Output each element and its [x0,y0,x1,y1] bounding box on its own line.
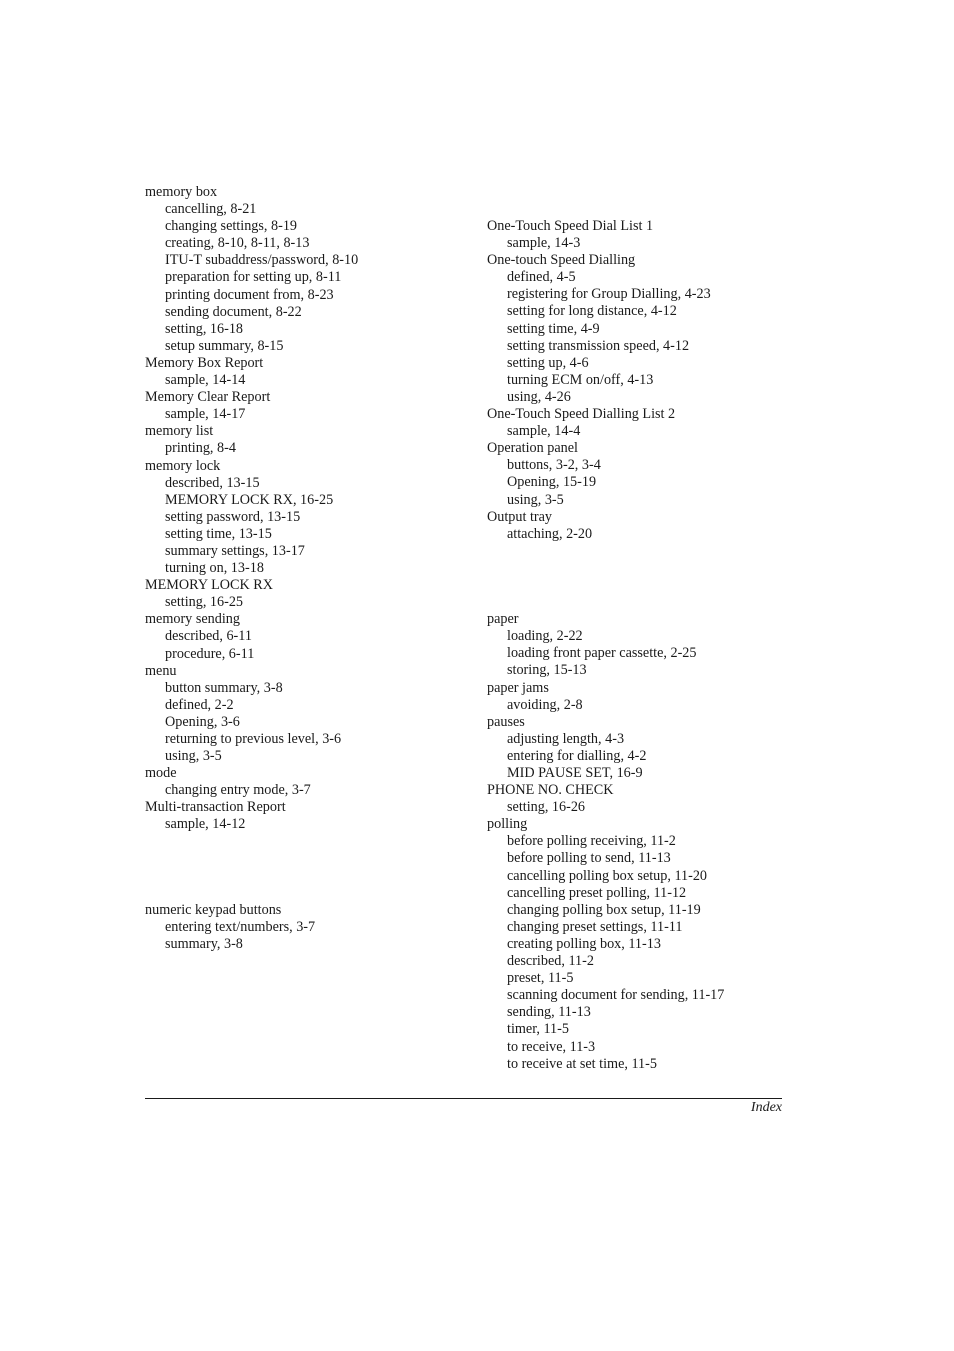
index-subentry: setting, 16-26 [507,799,586,816]
index-subentry: printing document from, 8-23 [165,286,334,303]
index-entry: MEMORY LOCK RX [145,577,273,594]
index-entry: paper jams [487,679,549,696]
index-subentry: before polling to send, 11-13 [507,850,671,867]
index-entry: pauses [487,713,525,730]
index-entry: menu [145,662,177,679]
index-subentry: before polling receiving, 11-2 [507,833,676,850]
index-entry: memory list [145,423,214,440]
index-subentry: described, 6-11 [165,628,252,645]
index-spacer [145,834,465,851]
index-entry: Memory Box Report [145,354,264,371]
index-subentry: sample, 14-3 [507,235,581,252]
index-subentry: loading front paper cassette, 2-25 [507,645,697,662]
index-subentry: attaching, 2-20 [507,525,593,542]
index-subentry: using, 3-5 [507,491,564,508]
index-subentry: sample, 14-14 [165,372,246,389]
index-subentry: avoiding, 2-8 [507,696,583,713]
index-subentry: sample, 14-12 [165,816,246,833]
index-subentry: sending document, 8-22 [165,303,302,320]
index-subentry: creating polling box, 11-13 [507,935,661,952]
index-subentry: setting password, 13-15 [165,508,301,525]
index-entry: One-Touch Speed Dial List 1 [487,218,654,234]
index-subentry: procedure, 6-11 [165,645,255,662]
index-subentry: using, 4-26 [507,388,571,405]
index-spacer [145,885,465,902]
index-entry: One-Touch Speed Dialling List 2 [487,406,676,423]
footer-section-label: Index [750,1100,782,1115]
index-spacer [487,560,807,577]
index-subentry: defined, 2-2 [165,696,234,713]
index-subentry: described, 13-15 [165,474,260,491]
index-entry: One-touch Speed Dialling [487,252,636,269]
index-entry: Operation panel [487,440,578,457]
index-entry: numeric keypad buttons [145,901,282,918]
index-entry: paper [487,611,519,628]
index-spacer [487,594,807,611]
index-subentry: button summary, 3-8 [165,679,283,696]
index-entry: memory lock [145,457,221,474]
index-entry: PHONE NO. CHECK [487,782,614,799]
index-subentry: described, 11-2 [507,953,594,970]
index-subentry: summary settings, 13-17 [165,542,305,559]
index-subentry: loading, 2-22 [507,628,583,645]
index-subentry: changing polling box setup, 11-19 [507,901,701,918]
index-subentry: timer, 11-5 [507,1021,569,1038]
index-subentry: returning to previous level, 3-6 [165,731,342,747]
index-subentry: cancelling polling box setup, 11-20 [507,867,708,884]
index-subentry: defined, 4-5 [507,269,576,286]
index-column-left [145,184,465,953]
index-subentry: setup summary, 8-15 [165,337,284,354]
index-subentry: setting, 16-25 [165,594,244,611]
index-spacer [487,577,807,594]
index-entry: memory box [145,184,218,200]
index-entry: polling [487,816,528,833]
index-subentry: to receive at set time, 11-5 [507,1055,657,1072]
index-entry: memory sending [145,611,240,628]
index-subentry: to receive, 11-3 [507,1038,596,1055]
index-subentry: MEMORY LOCK RX, 16-25 [165,491,334,508]
index-subentry: Opening, 3-6 [165,713,240,730]
index-subentry: sample, 14-4 [507,423,581,440]
index-subentry: setting for long distance, 4-12 [507,303,677,320]
index-subentry: turning ECM on/off, 4-13 [507,371,654,388]
index-subentry: sending, 11-13 [507,1004,591,1021]
index-subentry: setting time, 13-15 [165,525,272,542]
index-column-right [487,218,807,1073]
index-spacer [145,868,465,885]
index-subentry: entering text/numbers, 3-7 [165,919,316,936]
index-subentry: cancelling, 8-21 [165,201,257,218]
index-subentry: changing preset settings, 11-11 [507,918,683,935]
index-subentry: setting up, 4-6 [507,354,589,371]
index-subentry: summary, 3-8 [165,936,243,953]
index-entry: Multi-transaction Report [145,799,286,816]
index-subentry: setting time, 4-9 [507,320,600,337]
index-subentry: setting transmission speed, 4-12 [507,337,690,354]
index-subentry: preset, 11-5 [507,970,574,987]
index-subentry: turning on, 13-18 [165,560,264,577]
index-subentry: preparation for setting up, 8-11 [165,269,342,286]
index-spacer [145,851,465,868]
index-subentry: registering for Group Dialling, 4-23 [507,286,711,303]
index-subentry: entering for dialling, 4-2 [507,747,647,764]
index-subentry: printing, 8-4 [165,440,236,457]
index-subentry: sample, 14-17 [165,406,246,423]
index-subentry: changing settings, 8-19 [165,218,298,235]
index-subentry: buttons, 3-2, 3-4 [507,457,601,474]
index-subentry: adjusting length, 4-3 [507,730,625,747]
index-subentry: ITU-T subaddress/password, 8-10 [165,252,359,269]
index-spacer [487,543,807,560]
index-subentry: storing, 15-13 [507,662,587,679]
index-subentry: creating, 8-10, 8-11, 8-13 [165,235,310,252]
index-entry: Output tray [487,508,553,525]
index-subentry: cancelling preset polling, 11-12 [507,884,687,901]
footer-divider [145,1098,782,1099]
index-subentry: using, 3-5 [165,748,222,765]
index-subentry: scanning document for sending, 11-17 [507,987,725,1004]
index-subentry: Opening, 15-19 [507,474,597,491]
index-subentry: MID PAUSE SET, 16-9 [507,765,643,781]
index-subentry: setting, 16-18 [165,320,244,337]
index-subentry: changing entry mode, 3-7 [165,782,311,799]
index-entry: mode [145,765,177,782]
index-entry: Memory Clear Report [145,389,271,406]
